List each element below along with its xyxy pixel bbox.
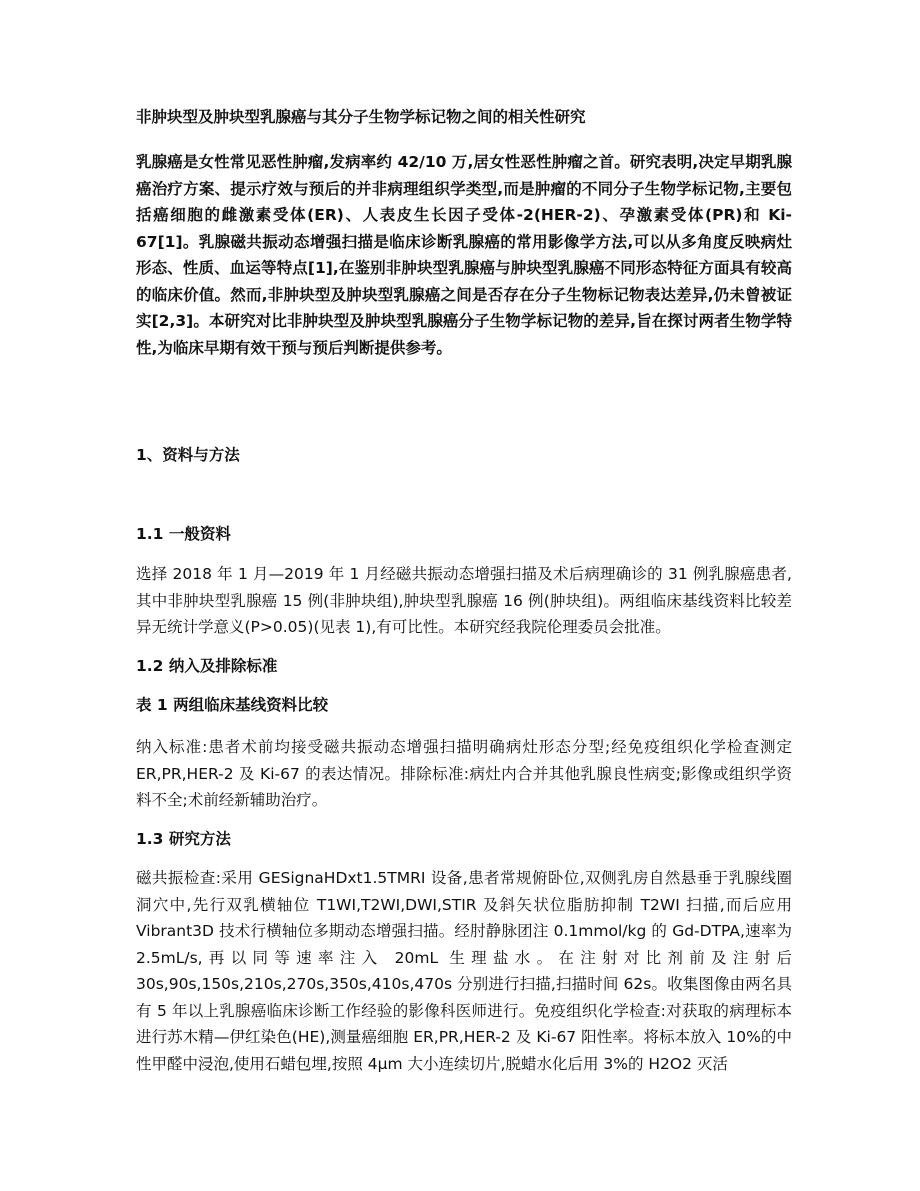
section-1-2-heading: 1.2 纳入及排除标准 [136,657,278,675]
section-1-1-heading: 1.1 一般资料 [136,525,231,543]
intro-paragraph: 乳腺癌是女性常见恶性肿瘤,发病率约 42/10 万,居女性恶性肿瘤之首。研究表明,决定早期乳腺癌治疗方案、提示疗效与预后的并非病理组织学类型,而是肿瘤的不同分子生物学标记物,主要包括癌细胞的雌激素受体(ER)、人表皮生长因子受体-2(HER-2)、孕激素受体(PR)和 Ki-67[1]。乳腺磁共振动态增强扫描是临床诊断乳腺癌的常用影像学方法,可以从多角度反映病灶形态、性质、血运等特点[1],在鉴别非肿块型乳腺癌与肿块型乳腺癌不同形态特征方面具有较高的临床价值。然而,非肿块型及肿块型乳腺癌之间是否存在分子生物标记物表达差异,仍未曾被证实[2,3]。本研究对比非肿块型及肿块型乳腺癌分子生物学标记物的差异,旨在探讨两者生物学特性,为临床早期有效干预与预后判断提供参考。 [136,153,792,357]
section-1-heading: 1、资料与方法 [136,446,240,464]
table-1-caption: 表 1 两组临床基线资料比较 [136,696,329,714]
section-1-2-paragraph: 纳入标准:患者术前均接受磁共振动态增强扫描明确病灶形态分型;经免疫组织化学检查测定 ER,PR,HER-2 及 Ki-67 的表达情况。排除标准:病灶内合并其他乳腺良性病变;影像或组织学资料不全;术前经新辅助治疗。 [136,738,792,809]
section-1-1-paragraph: 选择 2018 年 1 月—2019 年 1 月经磁共振动态增强扫描及术后病理确诊的 31 例乳腺癌患者,其中非肿块型乳腺癌 15 例(非肿块组),肿块型乳腺癌 16 例(肿块组)。两组临床基线资料比较差异无统计学意义(P>0.05)(见表 1),有可比性。本研究经我院伦理委员会批准。 [136,565,792,636]
document-title: 非肿块型及肿块型乳腺癌与其分子生物学标记物之间的相关性研究 [136,108,586,126]
section-1-3-heading: 1.3 研究方法 [136,830,231,848]
section-1-3-paragraph: 磁共振检查:采用 GESignaHDxt1.5TMRI 设备,患者常规俯卧位,双侧乳房自然悬垂于乳腺线圈洞穴中,先行双乳横轴位 T1WI,T2WI,DWI,STIR 及斜矢状位脂肪抑制 T2WI 扫描,而后应用 Vibrant3D 技术行横轴位多期动态增强扫描。经肘静脉团注 0.1mmol/kg 的 Gd-DTPA,速率为 2.5mL/s,再以同等速率注入 20mL 生理盐水。在注射对比剂前及注射后 30s,90s,150s,210s,270s,350s,410s,470s 分别进行扫描,扫描时间 62s。收集图像由两名具有 5 年以上乳腺癌临床诊断工作经验的影像科医师进行。免疫组织化学检查:对获取的病理标本进行苏木精—伊红染色(HE),测量癌细胞 ER,PR,HER-2 及 Ki-67 阳性率。将标本放入 10%的中性甲醛中浸泡,使用石蜡包埋,按照 4μm 大小连续切片,脱蜡水化后用 3%的 H2O2 灭活 [136,869,792,1073]
